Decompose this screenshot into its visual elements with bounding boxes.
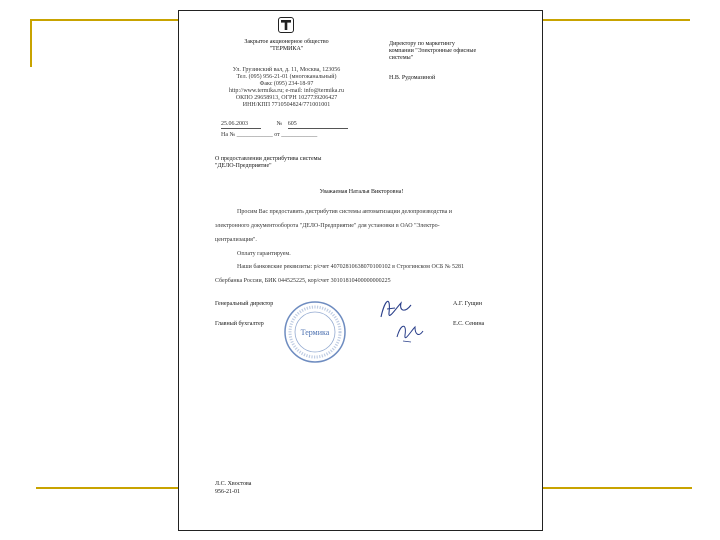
signature-title: Генеральный директор xyxy=(215,301,274,307)
accountant-signature xyxy=(393,317,425,347)
logo-t-icon xyxy=(279,18,293,32)
signature-name: Е.С. Сенина xyxy=(453,321,485,327)
signature-title: Главный бухгалтер xyxy=(215,321,264,327)
company-stamp xyxy=(283,300,347,369)
executor-phone: 956-21-01 xyxy=(215,489,240,495)
recipient-line: компании "Электронные офисные xyxy=(389,48,477,54)
outgoing-number-label: № xyxy=(276,121,283,127)
outgoing-date xyxy=(221,121,348,129)
company-logo xyxy=(278,17,294,33)
letter-page xyxy=(178,10,543,531)
recipient-name: Н.В. Рудомазиной xyxy=(389,75,436,81)
executor-name: Л.С. Хвостова xyxy=(215,481,252,487)
letter-body-line: Наши банковские реквизиты: р/счет 40702810638070100102 в Строгинском ОСБ № 5281 xyxy=(237,264,465,270)
letter-subject-line: "ДЕЛО-Предприятие" xyxy=(215,163,272,169)
recipient-line: Директору по маркетингу xyxy=(389,41,455,47)
letter-body-line: электронного документооборота "ДЕЛО-Предприятие" для установки в ОАО "Электро- xyxy=(215,223,440,229)
sender-address-line: ИНН/КПП 7710504824/771001001 xyxy=(242,102,331,108)
recipient-line: системы" xyxy=(389,55,414,61)
sender-address-line: Ул. Грузинский вал, д. 11, Москва, 123056 xyxy=(232,67,341,73)
slide-accent-left-line xyxy=(30,19,32,67)
sender-address-line: Тел. (095) 956-21-01 (многоканальный) xyxy=(236,74,337,80)
svg-text:Термика: Термика xyxy=(300,328,330,337)
incoming-reference: На № ____________ от ____________ xyxy=(221,132,318,138)
letter-body-line: централизация". xyxy=(215,237,257,243)
outgoing-number-value: 605 xyxy=(288,121,348,129)
letter-body-line: Оплату гарантируем. xyxy=(237,251,291,257)
sender-company-type: Закрытое акционерное общество xyxy=(244,39,329,45)
sender-company-name: "ТЕРМИКА" xyxy=(269,46,304,52)
letter-subject-line: О предоставлении дистрибутива системы xyxy=(215,156,322,162)
letter-body-line: Просим Вас предоставить дистрибутив системы автоматизации делопроизводства и xyxy=(237,209,453,215)
sender-address-line: Факс (095) 234-18-97 xyxy=(259,81,314,87)
sender-address-line: http://www.termika.ru; e-mail: info@termika.ru xyxy=(229,88,344,94)
signature-name: А.Г. Гущин xyxy=(453,301,482,307)
sender-address-line: ОКПО 29658913, ОГРН 1027739206427 xyxy=(235,95,338,101)
letter-greeting: Уважаемая Наталья Викторовна! xyxy=(319,189,404,195)
letter-body-line: Сбербанка России, БИК 044525225, кор/счет 30101810400000000225 xyxy=(215,278,391,284)
outgoing-date-value: 25.06.2003 xyxy=(221,121,261,129)
